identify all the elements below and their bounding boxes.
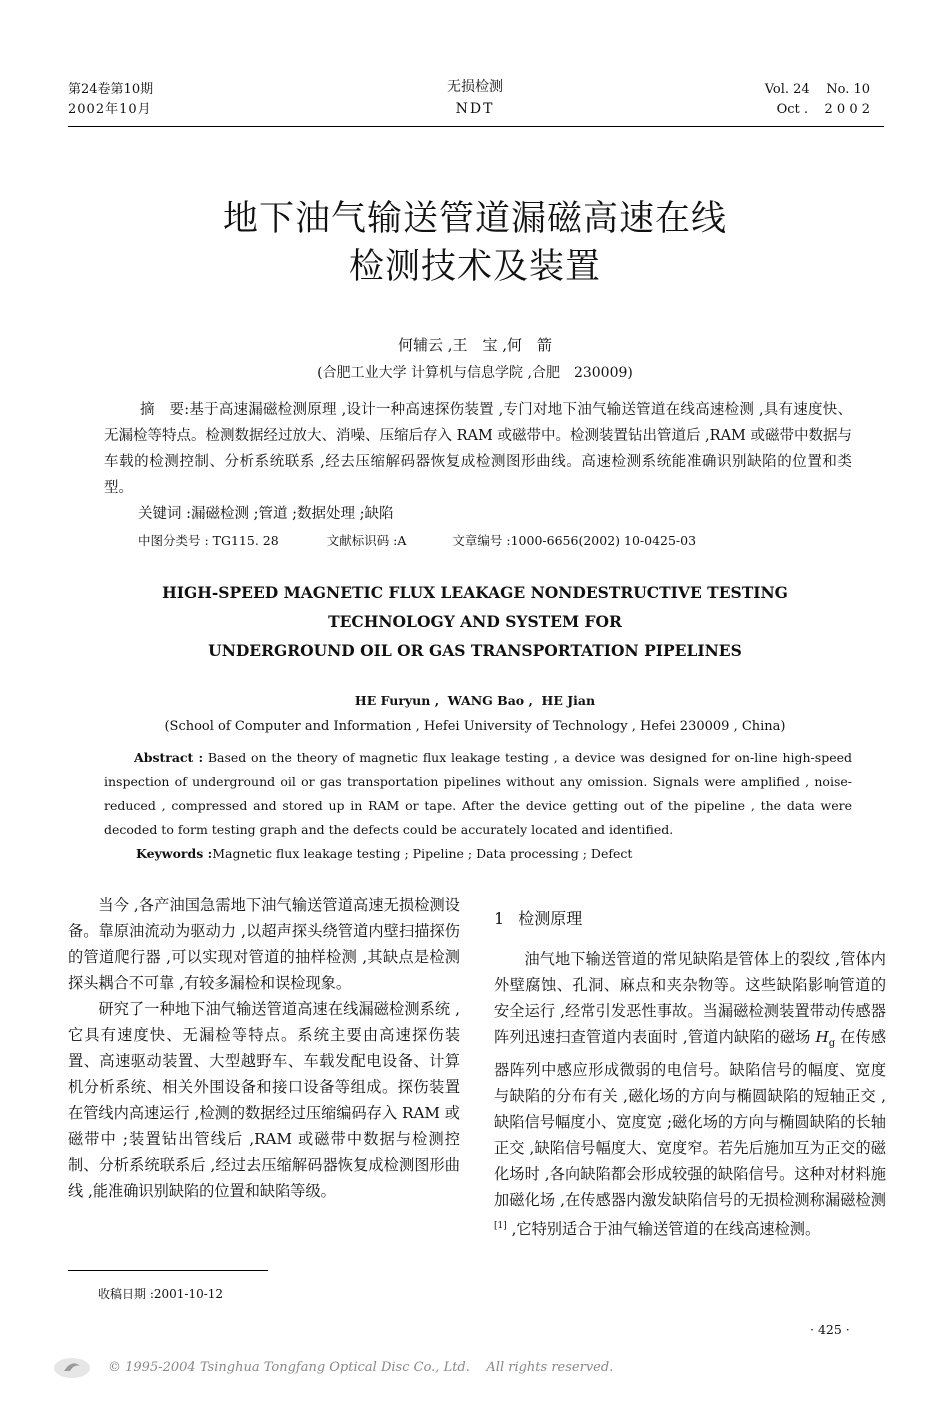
journal-name-cn: 无损检测 [447,79,503,95]
section-number: 1 [494,909,505,928]
classification-line [138,530,696,552]
english-keywords-text: Magnetic flux leakage testing ; Pipeline ; Data processing ; Defect [212,846,633,861]
keywords-cn: 关键词 :漏磁检测 ;管道 ;数据处理 ;缺陷 [138,506,394,522]
abstract-cn-label: 摘 要 [140,402,185,418]
article-number: 文章编号 :1000-6656(2002) 10-0425-03 [452,533,697,548]
body-paragraph: 油气地下输送管道的常见缺陷是管体上的裂纹 ,管体内外壁腐蚀、孔洞、麻点和夹杂物等。这些缺陷影响管道的安全运行 ,经常引发恶性事故。当漏磁检测装置带动传感器阵列迅速扫查管道内表面时 ,管道内缺陷的磁场 $H_g$ 在传感器阵列中感应形成微弱的电信号。缺陷信号的幅度、宽度与缺陷的分布有关 ,磁化场的方向与椭圆缺陷的短轴正交 ,缺陷信号幅度小、宽度宽 ;磁化场的方向与椭圆缺陷的长轴正交 ,缺陷信号幅度大、宽度窄。若先后施加互为正交的磁化场时 ,各向缺陷都会形成较强的缺陷信号。这种对材料施加磁化场 ,在传感器内激发缺陷信号的无损检测称漏磁检测[1] ,它特别适合于油气输送管道的在线高速检测。 [494,950,887,1239]
publisher-logo-icon [52,1355,92,1381]
volume-issue: 第24卷第10期 [68,82,154,97]
header-rule [68,126,884,127]
english-title-line2: TECHNOLOGY AND SYSTEM FOR [328,612,622,631]
english-abstract [104,746,852,842]
english-title [0,578,950,665]
footnote-rule [68,1270,268,1271]
body-paragraph: 当今 ,各产油国急需地下油气输送管道高速无损检测设备。靠原油流动为驱动力 ,以超声探头绕管道内壁扫描探伤的管道爬行器 ,可以实现对管道的抽样检测 ,其缺点是检测探头耦合不可靠 ,有较多漏检和误检现象。 [68,896,460,992]
volume-issue-en: Vol. 24 No. 10 [764,82,870,97]
english-keywords [136,843,632,865]
english-title-line3: UNDERGROUND OIL OR GAS TRANSPORTATION PIPELINES [208,641,742,660]
authors: 何辅云 ,王 宝 ,何 箭 [397,336,553,354]
publication-date-en: Oct . 2 0 0 2 [776,102,870,117]
english-abstract-text: Based on the theory of magnetic flux leakage testing , a device was designed for on-line high-speed inspection of underground oil or gas transportation pipelines without any omission. Signals were amplified , noise-reduced , compressed and stored up in RAM or tape. After the device getting out of the pipeline , the data were decoded to form testing graph and the defects could be accurately located and identified. [104,750,852,837]
paper-title [0,195,950,291]
section-title: 检测原理 [518,909,583,928]
section-heading [494,906,886,932]
received-date-footnote: 收稿日期 :2001-10-12 [98,1287,224,1301]
affiliation: (合肥工业大学 计算机与信息学院 ,合肥 230009) [317,365,633,381]
journal-volume-info-en [765,80,870,120]
reference-citation: [1] [494,1221,507,1232]
clc-number: 中图分类号 : TG115. 28 [138,533,279,548]
english-keywords-label: Keywords : [136,846,213,861]
english-authors: HE Furyun , WANG Bao , HE Jian [354,693,596,708]
body-paragraph: 研究了一种地下油气输送管道高速在线漏磁检测系统 ,它具有速度快、无漏检等特点。系统主要由高速探伤装置、高速驱动装置、大型越野车、车载发配电设备、计算机分析系统、相关外围设备和接口设备等组成。探伤装置在管线内高速运行 ,检测的数据经过压缩编码存入 RAM 或磁带中 ;装置钻出管线后 ,RAM 或磁带中数据与检测控制、分析系统联系后 ,经过去压缩解码器恢复成检测图形曲线 ,能准确识别缺陷的位置和缺陷等级。 [68,1000,460,1200]
publisher-logo [52,1355,92,1381]
english-abstract-label: Abstract : [134,750,204,765]
document-code: 文献标识码 :A [326,533,407,548]
copyright-notice: © 1995-2004 Tsinghua Tongfang Optical Disc Co., Ltd. All rights reserved. [108,1360,614,1375]
page-number: · 425 · [810,1322,850,1337]
journal-name-en: NDT [455,101,495,117]
body-left-column [68,892,460,1204]
english-affiliation: (School of Computer and Information , Hefei University of Technology , Hefei 230009 , China) [164,719,786,734]
body-right-column [494,906,886,1242]
publication-date: 2002年10月 [68,102,152,117]
abstract-cn [104,397,852,501]
magnetic-field-symbol: H [815,1028,829,1046]
abstract-cn-text: :基于高速漏磁检测原理 ,设计一种高速探伤装置 ,专门对地下油气输送管道在线高速检测 ,具有速度快、无漏检等特点。检测数据经过放大、消噪、压缩后存入 RAM 或磁带中。检测装置钻出管道后 ,RAM 或磁带中数据与车载的检测控制、分析系统联系 ,经去压缩解码器恢复成检测图形曲线。高速检测系统能准确识别缺陷的位置和类型。 [104,402,853,496]
english-title-line1: HIGH-SPEED MAGNETIC FLUX LEAKAGE NONDESTRUCTIVE TESTING [162,583,788,602]
paper-title-line2: 检测技术及装置 [348,247,601,287]
paper-title-line1: 地下油气输送管道漏磁高速在线 [222,199,727,239]
magnetic-field-subscript: g [828,1038,836,1050]
